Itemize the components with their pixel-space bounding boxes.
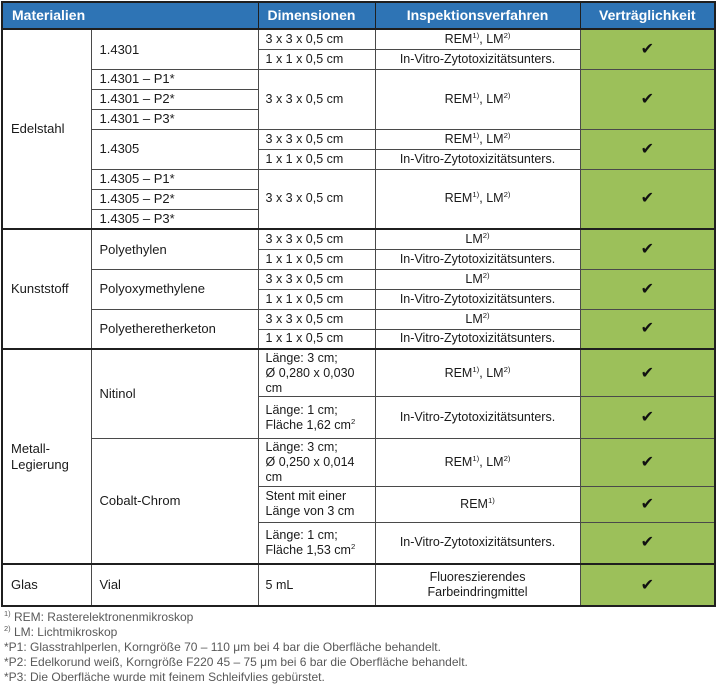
checkmark-icon: ✔ <box>640 278 654 298</box>
inspection-cell: In-Vitro-Zytotoxizitätsunters. <box>375 522 580 564</box>
table-row <box>2 229 715 249</box>
checkmark-icon: ✔ <box>640 451 654 471</box>
inspection-cell: REM$^{1)}$, LM$^{2)}$ <box>375 69 580 129</box>
dimension-cell: 3 x 3 x 0,5 cm <box>258 69 375 129</box>
table-row <box>2 269 715 289</box>
checkmark-icon: ✔ <box>640 574 654 594</box>
dimension-cell: 1 x 1 x 0,5 cm <box>258 289 375 309</box>
material-cell: 1.4301 – P2* <box>91 89 258 109</box>
dimension-cell: Länge: 3 cm; Ø 0,280 x 0,030 cm <box>258 349 375 397</box>
category-cell-glas: Glas <box>2 564 91 606</box>
table-row <box>2 439 715 486</box>
material-cell: Polyetheretherketon <box>91 309 258 349</box>
inspection-cell: REM$^{1)}$, LM$^{2)}$ <box>375 29 580 49</box>
checkmark-icon: ✔ <box>640 407 654 427</box>
col-header-materialien: Materialien <box>2 2 258 29</box>
col-header-inspektionsverfahren: Inspektionsverfahren <box>375 2 580 29</box>
inspection-cell: REM$^{1)}$, LM$^{2)}$ <box>375 129 580 149</box>
checkmark-icon: ✔ <box>640 138 654 158</box>
compatibility-cell <box>580 564 715 606</box>
dimension-cell: 3 x 3 x 0,5 cm <box>258 229 375 249</box>
checkmark-icon: ✔ <box>640 362 654 382</box>
checkmark-icon: ✔ <box>640 38 654 58</box>
inspection-cell: REM$^{1)}$, LM$^{2)}$ <box>375 349 580 397</box>
checkmark-icon: ✔ <box>640 88 654 108</box>
inspection-cell: In-Vitro-Zytotoxizitätsunters. <box>375 289 580 309</box>
table-row <box>2 29 715 49</box>
material-cell: 1.4305 – P1* <box>91 169 258 189</box>
material-cell: Cobalt-Chrom <box>91 439 258 564</box>
inspection-cell: In-Vitro-Zytotoxizitätsunters. <box>375 329 580 349</box>
material-cell: 1.4305 – P2* <box>91 189 258 209</box>
checkmark-icon: ✔ <box>640 532 654 552</box>
compatibility-cell <box>580 29 715 69</box>
footnote-line: *P1: Glasstrahlperlen, Korngröße 70 – 110 μm bei 4 bar die Oberfläche behandelt. <box>4 640 441 654</box>
material-cell: Vial <box>91 564 258 606</box>
table-row <box>2 564 715 606</box>
checkmark-icon: ✔ <box>640 238 654 258</box>
dimension-cell: 1 x 1 x 0,5 cm <box>258 329 375 349</box>
material-cell: Polyethylen <box>91 229 258 269</box>
checkmark-icon: ✔ <box>640 188 654 208</box>
compatibility-cell <box>580 486 715 522</box>
dimension-cell: Länge: 3 cm; Ø 0,250 x 0,014 cm <box>258 439 375 486</box>
compatibility-cell <box>580 169 715 229</box>
compatibility-cell <box>580 269 715 309</box>
header-row <box>2 2 715 29</box>
footnote-line: $^{2)}$ LM: Lichtmikroskop <box>4 624 118 639</box>
table-row <box>2 169 715 189</box>
material-cell: 1.4301 – P1* <box>91 69 258 89</box>
inspection-cell: LM$^{2)}$ <box>375 309 580 329</box>
table-row <box>2 69 715 89</box>
checkmark-icon: ✔ <box>640 493 654 513</box>
category-cell-metall-legierung: Metall- Legierung <box>2 349 91 564</box>
compatibility-cell <box>580 309 715 349</box>
inspection-cell: LM$^{2)}$ <box>375 269 580 289</box>
material-cell: 1.4301 – P3* <box>91 109 258 129</box>
materials-table <box>1 1 716 607</box>
compatibility-cell <box>580 522 715 564</box>
category-cell-kunststoff: Kunststoff <box>2 229 91 349</box>
col-header-dimensionen: Dimensionen <box>258 2 375 29</box>
category-cell-edelstahl: Edelstahl <box>2 29 91 229</box>
material-cell: Polyoxymethylene <box>91 269 258 309</box>
material-cell: Nitinol <box>91 349 258 439</box>
compatibility-cell <box>580 397 715 439</box>
col-header-vertraeglichkeit: Verträglichkeit <box>580 2 715 29</box>
table-row <box>2 309 715 329</box>
footnote-line: $^{1)}$ REM: Rasterelektronenmikroskop <box>4 609 194 624</box>
dimension-cell: Länge: 1 cm; Fläche 1,53 $cm^2$ <box>258 522 375 564</box>
compatibility-cell <box>580 129 715 169</box>
inspection-cell: Fluoreszierendes Farbeindringmittel <box>375 564 580 606</box>
dimension-cell: 3 x 3 x 0,5 cm <box>258 129 375 149</box>
compatibility-cell <box>580 69 715 129</box>
inspection-cell: REM$^{1)}$, LM$^{2)}$ <box>375 439 580 486</box>
table-row <box>2 129 715 149</box>
footnotes <box>1 610 717 685</box>
inspection-cell: REM$^{1)}$, LM$^{2)}$ <box>375 169 580 229</box>
compatibility-cell <box>580 349 715 397</box>
inspection-cell: LM$^{2)}$ <box>375 229 580 249</box>
footnote-line: *P2: Edelkorund weiß, Korngröße F220 45 – 75 μm bei 6 bar die Oberfläche behandelt. <box>4 655 468 669</box>
checkmark-icon: ✔ <box>640 318 654 338</box>
footnote-line: *P3: Die Oberfläche wurde mit feinem Schleifvlies gebürstet. <box>4 670 325 684</box>
inspection-cell: In-Vitro-Zytotoxizitätsunters. <box>375 397 580 439</box>
material-cell: 1.4305 – P3* <box>91 209 258 229</box>
material-cell: 1.4301 <box>91 29 258 69</box>
dimension-cell: 3 x 3 x 0,5 cm <box>258 29 375 49</box>
dimension-cell: 3 x 3 x 0,5 cm <box>258 309 375 329</box>
dimension-cell: Länge: 1 cm; Fläche 1,62 $cm^2$ <box>258 397 375 439</box>
dimension-cell: 1 x 1 x 0,5 cm <box>258 49 375 69</box>
dimension-cell: 1 x 1 x 0,5 cm <box>258 249 375 269</box>
compatibility-cell <box>580 439 715 486</box>
dimension-cell: Stent mit einer Länge von 3 cm <box>258 486 375 522</box>
dimension-cell: 3 x 3 x 0,5 cm <box>258 169 375 229</box>
compatibility-cell <box>580 229 715 269</box>
dimension-cell: 5 mL <box>258 564 375 606</box>
inspection-cell: In-Vitro-Zytotoxizitätsunters. <box>375 49 580 69</box>
table-row <box>2 349 715 397</box>
inspection-cell: In-Vitro-Zytotoxizitätsunters. <box>375 249 580 269</box>
inspection-cell: In-Vitro-Zytotoxizitätsunters. <box>375 149 580 169</box>
dimension-cell: 1 x 1 x 0,5 cm <box>258 149 375 169</box>
inspection-cell: REM$^{1)}$ <box>375 486 580 522</box>
material-cell: 1.4305 <box>91 129 258 169</box>
dimension-cell: 3 x 3 x 0,5 cm <box>258 269 375 289</box>
